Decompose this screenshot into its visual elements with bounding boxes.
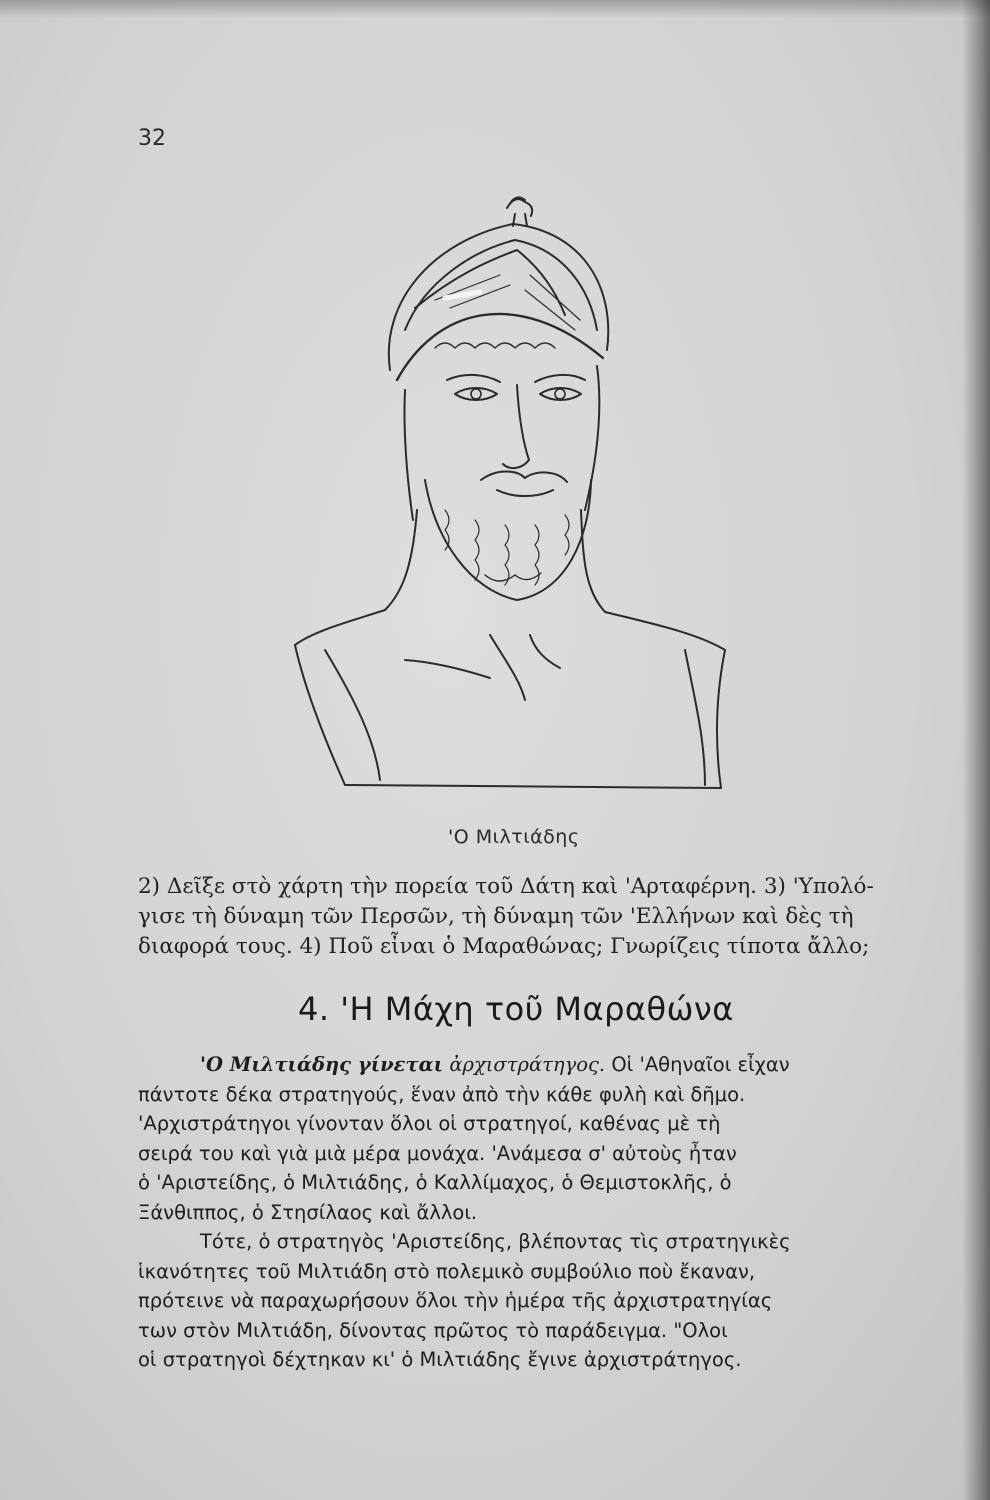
question-line: 2) Δεῖξε στὸ χάρτη τὴν πορεία τοῦ Δάτη καὶ 'Αρταφέρνη. 3) 'Υπολό-	[138, 874, 874, 899]
question-line: γισε τὴ δύναμη τῶν Περσῶν, τὴ δύναμη τῶν 'Ελλήνων καὶ δὲς τὴ	[138, 904, 854, 929]
paragraph-line: Τότε, ὁ στρατηγὸς 'Αριστείδης, βλέποντας τὶς στρατηγικὲς	[200, 1230, 791, 1253]
paragraph-line: πάντοτε δέκα στρατηγούς, ἕναν ἀπὸ τὴν κάθε φυλὴ καὶ δῆμο.	[138, 1082, 746, 1106]
paragraph-line: των στὸν Μιλτιάδη, δίνοντας πρῶτος τὸ παράδειγμα. "Ολοι	[138, 1318, 728, 1342]
figure-caption: 'Ο Μιλτιάδης	[448, 826, 580, 848]
lead-line	[138, 1050, 910, 1080]
lead-rest: Οἱ 'Αθηναῖοι εἶχαν	[605, 1053, 790, 1076]
paragraph-line: ὁ 'Αριστείδης, ὁ Μιλτιάδης, ὁ Καλλίμαχος, ὁ Θεμιστοκλῆς, ὁ	[138, 1171, 732, 1194]
section-heading: 4. 'Η Μάχη τοῦ Μαραθώνα	[298, 990, 734, 1028]
lead-subtitle: ἀρχιστράτηγος.	[449, 1053, 606, 1076]
paragraph-line: οἱ στρατηγοὶ δέχτηκαν κι' ὁ Μιλτιάδης ἔγινε ἀρχιστράτηγος.	[138, 1348, 742, 1371]
paragraph-line: Ξάνθιππος, ὁ Στησίλαος καὶ ἄλλοι.	[138, 1200, 478, 1224]
paragraph-line: ἱκανότητες τοῦ Μιλτιάδη στὸ πολεμικὸ συμβούλιο ποὺ ἔκαναν,	[138, 1259, 756, 1283]
page-top-shadow	[0, 0, 990, 18]
lead-title: 'Ο Μιλτιάδης γίνεται	[200, 1053, 444, 1076]
review-questions	[138, 872, 910, 962]
paragraph-line: σειρά του καὶ γιὰ μιὰ μέρα μονάχα. 'Ανάμεσα σ' αὐτοὺς ἦταν	[138, 1141, 737, 1165]
paragraph-line: πρότεινε νὰ παραχωρήσουν ὅλοι τὴν ἡμέρα τῆς ἀρχιστρατηγίας	[138, 1289, 773, 1312]
question-line: διαφορά τους. 4) Ποῦ εἶναι ὁ Μαραθώνας; Γνωρίζεις τίποτα ἄλλο;	[138, 934, 870, 959]
page-number: 32	[138, 126, 166, 151]
section-body	[138, 1050, 910, 1375]
page-right-shadow	[962, 0, 990, 1500]
miltiades-portrait-illustration	[285, 180, 745, 800]
paragraph-line: 'Αρχιστράτηγοι γίνονταν ὅλοι οἱ στρατηγοί, καθένας μὲ τὴ	[138, 1112, 721, 1135]
